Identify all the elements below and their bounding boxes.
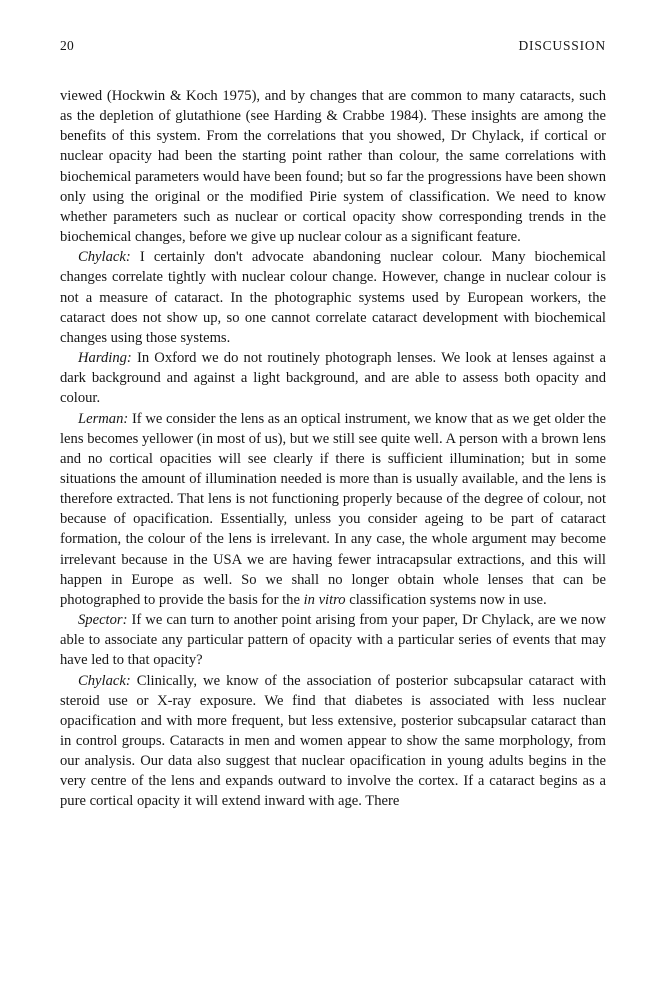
speaker-name: Spector:	[78, 612, 128, 629]
paragraph-harding	[60, 348, 606, 408]
section-title: DISCUSSION	[518, 38, 606, 53]
paragraph-text: I certainly don't advocate abandoning nuclear colour. Many biochemical changes correlate tightly with nuclear colour change. However, change in nuclear colour is not a measure of cataract. In the photographic systems used by European workers, the cataract does not show up, so one cannot correlate cataract development with biochemical changes using those systems.	[60, 249, 606, 346]
paragraph-chylack-1	[60, 247, 606, 348]
speaker-name: Lerman:	[78, 410, 129, 427]
body-text	[60, 86, 606, 812]
speaker-name: Chylack:	[78, 249, 131, 266]
paragraph-lerman	[60, 409, 606, 611]
speaker-name: Chylack:	[78, 672, 131, 689]
paragraph-text-after: classification systems now in use.	[345, 591, 547, 608]
paragraph-chylack-2	[60, 671, 606, 812]
paragraph-hockwin	[60, 86, 606, 247]
paragraph-text: In Oxford we do not routinely photograph lenses. We look at lenses against a dark background and against a light background, and are able to assess both opacity and colour.	[60, 350, 606, 407]
emphasis-text: in vitro	[303, 591, 346, 608]
page-number: 20	[60, 38, 75, 53]
running-header	[60, 38, 606, 58]
speaker-name: Harding:	[78, 350, 132, 367]
paragraph-spector	[60, 610, 606, 670]
paragraph-text: If we can turn to another point arising from your paper, Dr Chylack, are we now able to associate any particular pattern of opacity with a particular series of events that may have led to that opacity?	[60, 612, 606, 669]
paragraph-text: If we consider the lens as an optical instrument, we know that as we get older the lens becomes yellower (in most of us), but we still see quite well. A person with a brown lens and no cortical opacities will see clearly if there is sufficient illumination; but in some situations the amount of illumination needed is more than is usually available, and the lens is therefore extracted. That lens is not functioning properly because of the degree of colour, not because of opacification. Essentially, unless you consider ageing to be part of cataract formation, the colour of the lens is irrelevant. In any case, the whole argument may become irrelevant because in the USA we are having fewer intracapsular extractions, and this will happen in Europe as well. So we shall no longer obtain whole lenses that can be photographed to provide the basis for the	[60, 410, 606, 608]
paragraph-text: Clinically, we know of the association of posterior subcapsular cataract with steroid use or X-ray exposure. We find that diabetes is associated with less nuclear opacification and with more frequent, but less extensive, posterior subcapsular cataract than in control groups. Cataracts in men and women appear to show the same morphology, from our analysis. Our data also suggest that nuclear opacification in young adults begins in the very centre of the lens and expands outward to involve the cortex. If a cataract begins as a pure cortical opacity it will extend inward with age. There	[60, 672, 606, 810]
paragraph-text: viewed (Hockwin & Koch 1975), and by changes that are common to many cataracts, such as the depletion of glutathione (see Harding & Crabbe 1984). These insights are among the benefits of this system. From the correlations that you showed, Dr Chylack, if cortical or nuclear opacity had been the starting point rather than colour, the same correlations with biochemical parameters would have been found; but so far the progressions have been shown only using the original or the modified Pirie system of classification. We need to know whether parameters such as nuclear or cortical opacity show corresponding trends in the biochemical changes, before we give up nuclear colour as a significant feature.	[60, 88, 606, 246]
